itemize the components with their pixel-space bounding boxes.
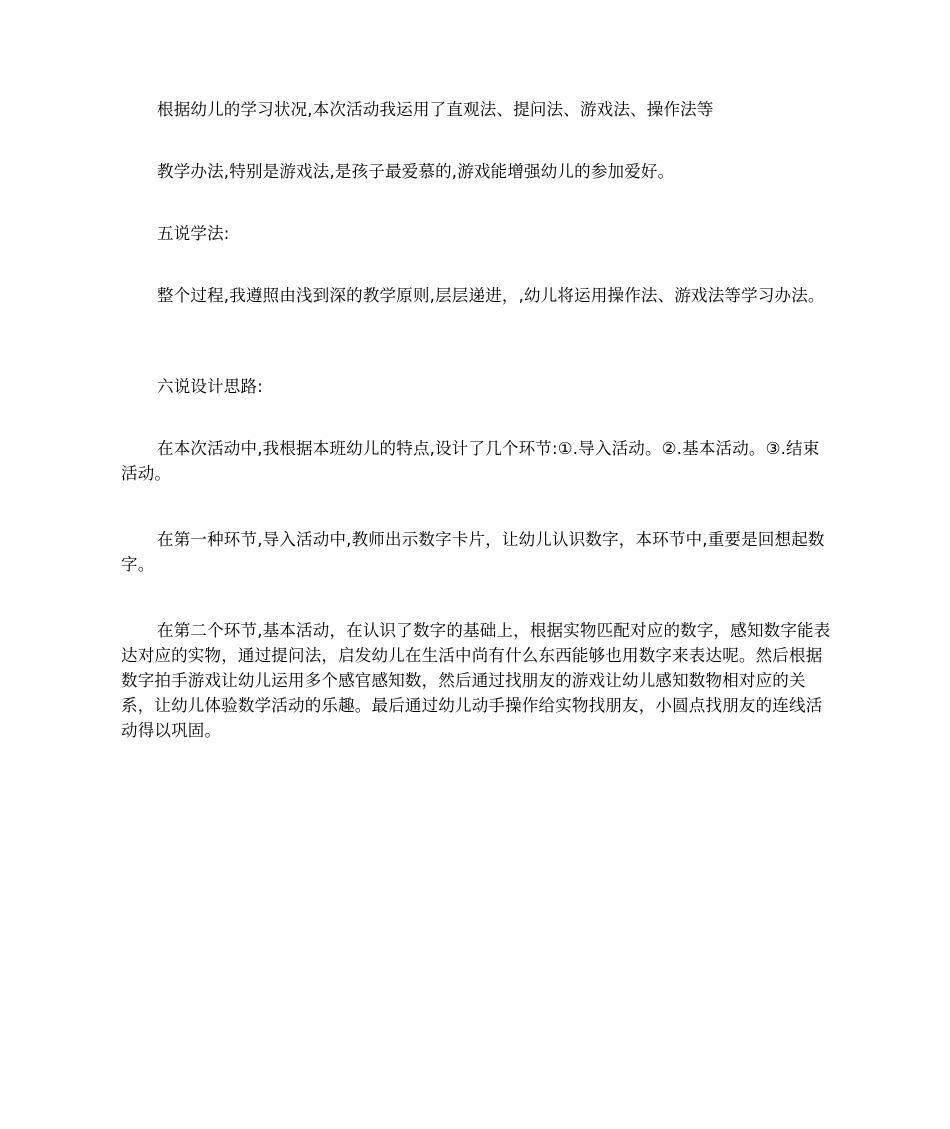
paragraph-activity-stages: 在本次活动中,我根据本班幼儿的特点,设计了几个环节:①.导入活动。②.基本活动。③.结束活动。: [121, 439, 820, 483]
paragraph-game-method: 教学办法,特别是游戏法,是孩子最爱慕的,游戏能增强幼儿的参加爱好。: [157, 162, 675, 181]
paragraph-second-stage: 在第二个环节,基本活动，在认识了数字的基础上，根据实物匹配对应的数字，感知数字能表达对应的实物，通过提问法，启发幼儿在生活中尚有什么东西能够也用数字来表达呢。然后根据数字拍手游戏让幼儿运用多个感官感知数，然后通过找朋友的游戏让幼儿感知数物相对应的关系，让幼儿体验数学活动的乐趣。最后通过幼儿动手操作给实物找朋友，小圆点找朋友的连线活动得以巩固。: [121, 621, 831, 740]
paragraph-teaching-methods-intro: 根据幼儿的学习状况,本次活动我运用了直观法、提问法、游戏法、操作法等: [157, 100, 714, 119]
heading-design-ideas: 六说设计思路:: [157, 377, 263, 396]
paragraph-first-stage: 在第一种环节,导入活动中,教师出示数字卡片，让幼儿认识数字，本环节中,重要是回想起数字。: [121, 530, 825, 574]
paragraph-learning-process: 整个过程,我遵照由浅到深的教学原则,层层递进，,幼儿将运用操作法、游戏法等学习办法。: [157, 286, 825, 305]
heading-learning-methods: 五说学法:: [157, 224, 230, 243]
